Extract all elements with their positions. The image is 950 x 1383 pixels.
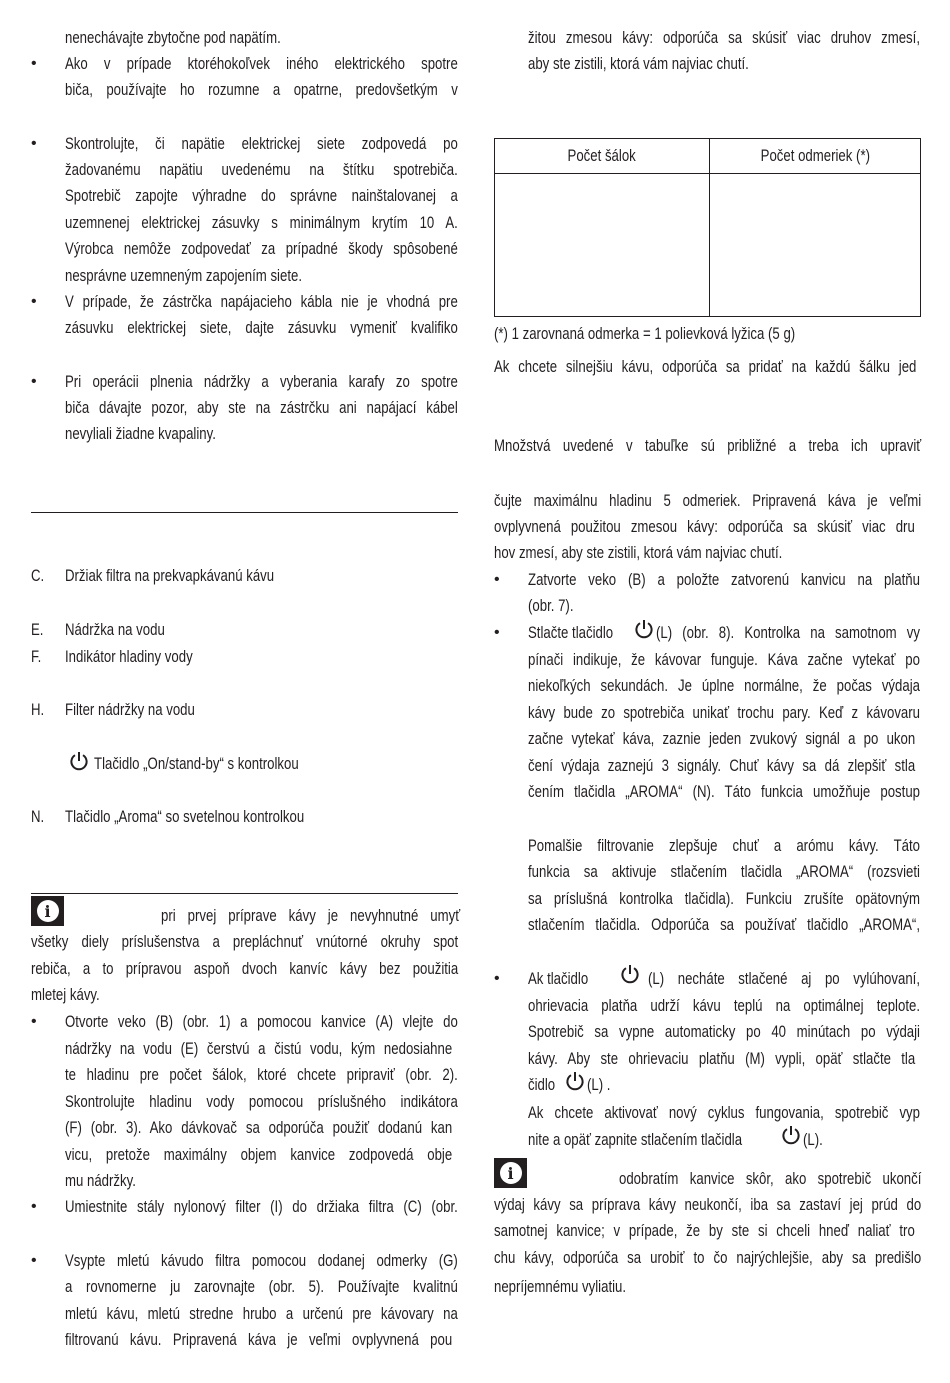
component-label: Tlačidlo „Aroma“ so svetelnou kontrolkou (65, 808, 305, 826)
text-line: čení výdaja zaznejú 3 signály. Chuť kávy sa dá zlepšiť stla (528, 757, 916, 775)
bullet: • (31, 135, 37, 152)
text-line: Spotrebič sa vypne automaticky po 40 minútach po výdaji (528, 1023, 920, 1041)
power-icon (564, 1070, 586, 1097)
text-line: ovplyvnená použitou zmesou kávy: odporúča sa skúsiť viac dru (494, 518, 915, 536)
text-line: Pomalšie filtrovanie zlepšuje chuť a arómu kávy. Táto (528, 837, 920, 855)
component-letter: N. (31, 808, 45, 826)
text-line: Ak tlačidlo (528, 970, 589, 988)
text-line: biča dávajte pozor, aby ste na zástrčku ani napájací kábel (65, 399, 458, 417)
text-line: a rovnomerne ju zarovnajte (obr. 5). Používajte kvalitnú (65, 1278, 458, 1296)
section-divider (31, 512, 458, 513)
text-line: ohrievacia platňa udrží kávu teplú na optimálnej teplote. (528, 997, 920, 1015)
coffee-measure-table (494, 138, 921, 317)
text-line: (L). (803, 1131, 823, 1149)
bullet: • (31, 293, 37, 310)
text-line: Ak chcete aktivovať nový cyklus fungovania, spotrebič vyp (528, 1104, 920, 1122)
info-text: pri prvej príprave kávy je nevyhnutné umyť (161, 907, 461, 925)
text-line: Vsypte mletú kávudo filtra pomocou dodanej odmerky (G) (65, 1252, 458, 1270)
power-icon (633, 618, 655, 645)
text-line: čujte maximálnu hladinu 5 odmeriek. Pripravená káva je veľmi (494, 492, 922, 510)
info-icon: i (494, 1158, 527, 1188)
text-line: nesprávne uzemneným zapojením siete. (65, 267, 302, 285)
text-line: sa príslušná kontrolka tlačidla). Funkciu zrušíte opätovným (528, 890, 920, 908)
text-line: nevyliali žiadne kvapaliny. (65, 425, 216, 443)
info-text: samotnej kanvice; v prípade, že by ste si chceli hneď naliať tro (494, 1222, 915, 1240)
text-line: kávy bude zo spotrebiča unikať trochu pary. Keď z kávovaru (528, 704, 920, 722)
text-line: Skontrolujte hladinu vody pomocou príslušného indikátora (65, 1093, 458, 1111)
bullet: • (494, 624, 500, 641)
text-line: stlačením tlačidla. Odporúča sa používať tlačidlo „AROMA“, (528, 916, 920, 934)
text-line: Množstvá uvedené v tabuľke sú približné a treba ich upraviť (494, 437, 922, 455)
text-line: nenechávajte zbytočne pod napätím. (65, 29, 281, 47)
text-line: funkcia sa aktivuje stlačením tlačidla „AROMA“ (rozsvieti (528, 863, 920, 881)
info-text: mletej kávy. (31, 986, 100, 1004)
info-text: výdaj kávy sa príprava kávy neukončí, iba sa zastaví jej prúd do (494, 1196, 922, 1214)
text-line: (L) (obr. 8). Kontrolka na samotnom vy (656, 624, 920, 642)
text-line: nádržky na vodu (E) čerstvú a čistú vodu, kým nedosiahne (65, 1040, 453, 1058)
component-letter: F. (31, 648, 42, 666)
text-line: vicu, pretože maximálny objem kanvice zodpovedá obje (65, 1146, 453, 1164)
text-line: V prípade, že zástrčka napájacieho kábla nie je vhodná pre (65, 293, 458, 311)
table-cell (710, 174, 921, 317)
component-label: Držiak filtra na prekvapkávanú kávu (65, 567, 275, 585)
text-line: Umiestnite stály nylonový filter (I) do držiaka filtra (C) (obr. (65, 1198, 458, 1216)
text-line: kávy. Aby ste ohrievaciu platňu (M) vypli, opäť stlačte tla (528, 1050, 916, 1068)
text-line: niekoľkých sekundách. Je úplne normálne, že počas výdaja (528, 677, 920, 695)
text-line: pínači indikuje, že kávovar funguje. Káva začne vytekať po (528, 651, 920, 669)
table-header: Počet odmeriek (*) (710, 139, 921, 174)
text-line: (L) necháte stlačené aj po vylúhovaní, (648, 970, 920, 988)
bullet: • (31, 55, 37, 72)
text-line: žitou zmesou kávy: odporúča sa skúsiť viac druhov zmesí, (528, 29, 920, 47)
table-cell (495, 174, 710, 317)
component-letter: H. (31, 701, 45, 719)
text-line: hov zmesí, aby ste zistili, ktorá vám najviac chutí. (494, 544, 783, 562)
bullet: • (31, 373, 37, 390)
text-line: biča, používajte ho rozumne a opatrne, predovšetkým v (65, 81, 458, 99)
text-line: (obr. 7). (528, 597, 574, 615)
text-line: Výrobca nemôže zodpovedať za prípadné škody spôsobené (65, 240, 458, 258)
text-line: aby ste zistili, ktorá vám najviac chutí. (528, 55, 749, 73)
component-label: Tlačidlo „On/stand-by“ s kontrolkou (94, 755, 299, 773)
text-line: Otvorte veko (B) (obr. 1) a pomocou kanvice (A) vlejte do (65, 1013, 458, 1031)
text-line: žadovanému napätiu uvedenému na štítku spotrebiča. (65, 161, 458, 179)
text-line: Zatvorte veko (B) a položte zatvorenú kanvicu na platňu (528, 571, 920, 589)
text-line: mu nádržky. (65, 1172, 136, 1190)
bullet: • (31, 1252, 37, 1269)
text-line: Spotrebič zapojte výhradne do správne nainštalovanej a (65, 187, 458, 205)
text-line: te hladinu pre počet šálok, ktoré chcete pripraviť (obr. 2). (65, 1066, 458, 1084)
info-text: odobratím kanvice skôr, ako spotrebič ukončí (619, 1170, 922, 1188)
text-line: Ako v prípade ktoréhokoľvek iného elektrického spotre (65, 55, 458, 73)
text-line: mletú kávu, mletú stredne hrubo a určenú pre kávovary na (65, 1305, 458, 1323)
bullet: • (31, 1013, 37, 1030)
power-icon (780, 1124, 802, 1151)
text-line: čidlo (528, 1076, 556, 1094)
text-line: Stlačte tlačidlo (528, 624, 614, 642)
text-line: (L) . (587, 1076, 611, 1094)
text-line: nite a opäť zapnite stlačením tlačidla (528, 1131, 743, 1149)
text-line: filtrovanú kávu. Pripravená káva je veľmi ovplyvnená pou (65, 1331, 453, 1349)
power-icon (619, 963, 641, 990)
component-label: Filter nádržky na vodu (65, 701, 195, 719)
section-divider (31, 893, 458, 894)
component-label: Indikátor hladiny vody (65, 648, 193, 666)
bullet: • (494, 571, 500, 588)
power-icon (68, 750, 90, 777)
table-footnote: (*) 1 zarovnaná odmerka = 1 polievková lyžica (5 g) (494, 325, 796, 343)
text-line: (F) (obr. 3). Ako dávkovač sa odporúča použiť dodanú kan (65, 1119, 453, 1137)
info-text: chu kávy, odporúča sa urobiť to čo najrýchlejšie, aby sa predišlo (494, 1249, 922, 1267)
info-text: rebiča, a to prípravou aspoň dvoch kanvíc kávy bez použitia (31, 960, 459, 978)
component-letter: E. (31, 621, 44, 639)
text-line: Skontrolujte, či napätie elektrickej siete zodpovedá po (65, 135, 458, 153)
text-line: uzemnenej elektrickej zásuvky s minimálnym krytím 10 A. (65, 214, 458, 232)
info-text: všetky diely príslušenstva a prepláchnuť vnútorné okruhy spot (31, 933, 459, 951)
text-line: začne vytekať káva, zaznie jeden zvukový signál a po ukon (528, 730, 916, 748)
info-icon: i (31, 896, 64, 926)
component-label: Nádržka na vodu (65, 621, 165, 639)
info-text: nepríjemnému vyliatiu. (494, 1278, 627, 1296)
text-line: zásuvku elektrickej siete, dajte zásuvku vymeniť kvalifiko (65, 319, 458, 337)
bullet: • (31, 1198, 37, 1215)
component-letter: C. (31, 567, 45, 585)
table-header: Počet šálok (495, 139, 710, 174)
bullet: • (494, 970, 500, 987)
text-line: čením tlačidla „AROMA“ (N). Táto funkcia umožňuje postup (528, 783, 920, 801)
text-line: Ak chcete silnejšiu kávu, odporúča sa pridať na každú šálku jed (494, 358, 917, 376)
text-line: Pri operácii plnenia nádržky a vyberania karafy zo spotre (65, 373, 458, 391)
